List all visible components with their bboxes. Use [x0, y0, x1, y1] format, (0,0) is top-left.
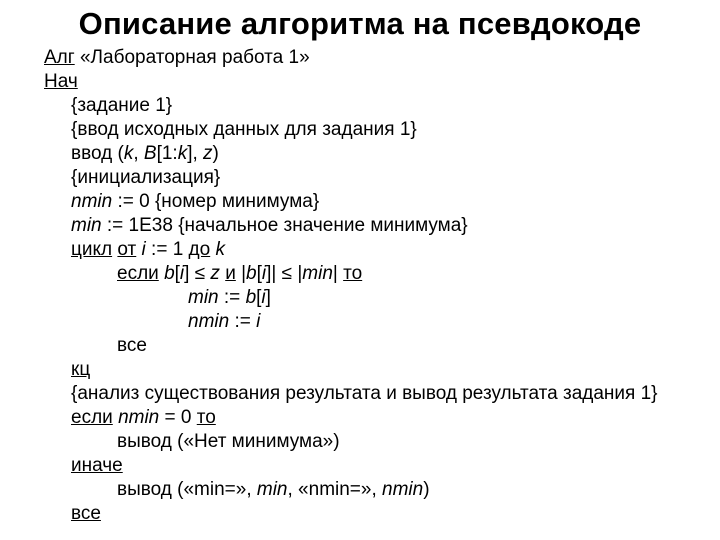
token: |	[332, 263, 344, 284]
token: ],	[187, 143, 204, 164]
token: ] ≤	[184, 263, 211, 284]
var-k: k	[215, 239, 225, 260]
assign-min	[71, 214, 468, 237]
comment-analysis: {анализ существования результата и вывод результата задания 1}	[71, 383, 658, 404]
var-z: z	[203, 143, 213, 164]
algorithm-name: «Лабораторная работа 1»	[74, 47, 310, 68]
var-i: i	[261, 263, 267, 284]
token: , «nmin=»,	[287, 479, 383, 500]
var-min: min	[71, 215, 102, 236]
output-result	[117, 478, 430, 501]
keyword-alg: Алг	[44, 47, 75, 68]
keyword-loop: цикл	[71, 239, 113, 260]
keyword-then: то	[343, 263, 363, 284]
comment-init: {инициализация}	[71, 167, 221, 188]
var-i: i	[179, 263, 185, 284]
comment-task: {задание 1}	[71, 95, 173, 116]
token: )	[212, 143, 219, 164]
assign-nmin	[71, 190, 319, 213]
end-if-final	[71, 502, 101, 525]
var-k: k	[177, 143, 188, 164]
keyword-and: и	[225, 263, 236, 284]
keyword-else: иначе	[71, 455, 123, 476]
comment-input: {ввод исходных данных для задания 1}	[71, 119, 417, 140]
var-nmin: nmin	[118, 407, 160, 428]
keyword-end-if: все	[71, 503, 101, 524]
var-nmin: nmin	[382, 479, 424, 500]
var-nmin: nmin	[188, 311, 230, 332]
output-no-min: вывод («Нет минимума»)	[117, 431, 340, 452]
assign-nmin-i	[188, 310, 260, 333]
token: [	[256, 263, 262, 284]
token: :=	[229, 311, 257, 332]
var-z: z	[210, 263, 220, 284]
token: [1:	[156, 143, 178, 164]
else-line	[71, 454, 123, 477]
algorithm-header	[44, 46, 310, 69]
token: ]| ≤ |	[266, 263, 303, 284]
end-if: все	[117, 335, 147, 356]
var-b: b	[164, 263, 175, 284]
token: = 0	[159, 407, 197, 428]
token: :=	[218, 287, 246, 308]
var-i: i	[256, 311, 261, 332]
var-b: B	[143, 143, 157, 164]
var-min: min	[256, 479, 288, 500]
var-b: b	[245, 287, 257, 308]
keyword-to: до	[188, 239, 211, 260]
token: := 1E38 {начальное значение минимума}	[101, 215, 468, 236]
token: := 0 {номер минимума}	[112, 191, 320, 212]
var-nmin: nmin	[71, 191, 113, 212]
var-min: min	[302, 263, 333, 284]
keyword-end-loop: кц	[71, 359, 91, 380]
var-i: i	[261, 287, 266, 308]
var-k: k	[123, 143, 134, 164]
token: [	[256, 287, 262, 308]
keyword-begin: Нач	[44, 71, 78, 92]
keyword-from: от	[117, 239, 137, 260]
token: ,	[133, 143, 144, 164]
token: ]	[265, 287, 271, 308]
if-nmin-zero	[71, 406, 216, 429]
var-b: b	[246, 263, 257, 284]
begin-line	[44, 70, 78, 93]
end-loop	[71, 358, 90, 381]
token: вывод («min=»,	[117, 479, 257, 500]
var-i: i	[141, 239, 146, 260]
keyword-if: если	[71, 407, 113, 428]
page-title: Описание алгоритма на псевдокоде	[78, 6, 642, 41]
token: := 1	[145, 239, 189, 260]
keyword-if: если	[117, 263, 159, 284]
if-condition	[117, 262, 362, 285]
loop-header	[71, 238, 225, 261]
token: )	[423, 479, 430, 500]
token: |	[235, 263, 247, 284]
keyword-then: то	[196, 407, 216, 428]
token: [	[174, 263, 180, 284]
input-statement	[71, 142, 219, 165]
assign-min-bi	[188, 286, 271, 309]
token: ввод (	[71, 143, 124, 164]
var-min: min	[188, 287, 219, 308]
